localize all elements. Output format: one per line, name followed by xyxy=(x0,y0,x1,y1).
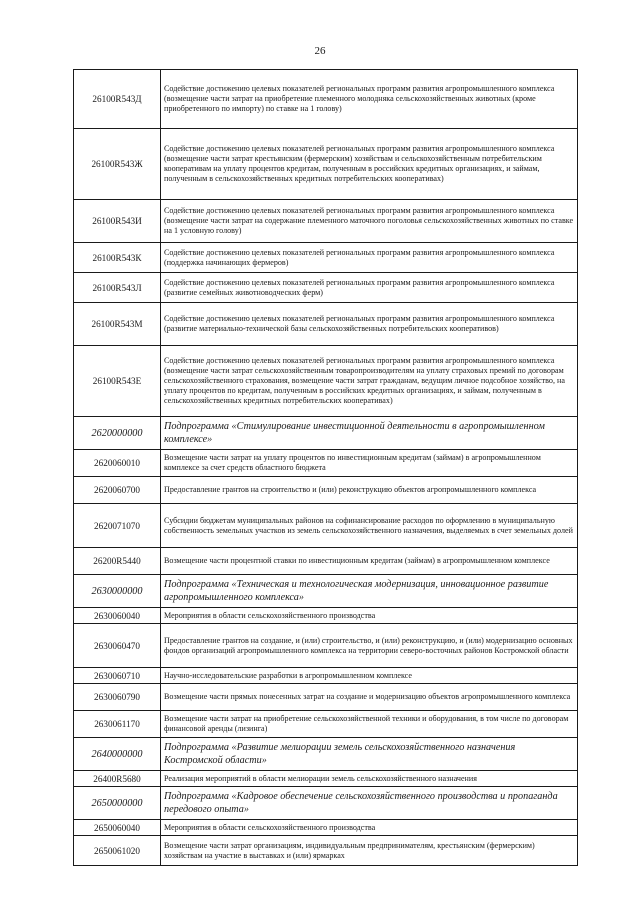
table-row xyxy=(74,711,578,738)
classification-code: 2620071070 xyxy=(74,504,161,548)
expense-description: Научно-исследовательские разработки в агропромышленном комплексе xyxy=(161,668,578,684)
table-row xyxy=(74,668,578,684)
classification-code: 2630061170 xyxy=(74,711,161,738)
table-row xyxy=(74,129,578,200)
subprogram-title: Подпрограмма «Развитие мелиорации земель сельскохозяйственного назначения Костромской области» xyxy=(161,738,578,771)
expense-description: Мероприятия в области сельскохозяйственного производства xyxy=(161,820,578,836)
table-row xyxy=(74,684,578,711)
classification-code: 26200R5440 xyxy=(74,548,161,575)
table-row xyxy=(74,273,578,303)
expense-description: Возмещение части затрат организациям, индивидуальным предпринимателям, крестьянским (фермерским) хозяйствам на участие в выставках и (или) ярмарках xyxy=(161,836,578,866)
table-row xyxy=(74,771,578,787)
expense-description: Мероприятия в области сельскохозяйственного производства xyxy=(161,608,578,624)
table-row xyxy=(74,477,578,504)
subprogram-title: Подпрограмма «Кадровое обеспечение сельскохозяйственного производства и пропаганда передового опыта» xyxy=(161,787,578,820)
classification-code: 2650061020 xyxy=(74,836,161,866)
classification-code: 2620060700 xyxy=(74,477,161,504)
subprogram-title: Подпрограмма «Техническая и технологическая модернизация, инновационное развитие агропромышленного комплекса» xyxy=(161,575,578,608)
table-row xyxy=(74,303,578,346)
table-row xyxy=(74,70,578,129)
classification-code: 26100R543Ж xyxy=(74,129,161,200)
table-row xyxy=(74,450,578,477)
expense-description: Возмещение части затрат на уплату процентов по инвестиционным кредитам (займам) в агропромышленном комплексе за счет средств областного бюджета xyxy=(161,450,578,477)
classification-code: 26100R543И xyxy=(74,200,161,243)
subprogram-row xyxy=(74,738,578,771)
page-number: 26 xyxy=(314,45,326,57)
expense-description: Реализация мероприятий в области мелиорации земель сельскохозяйственного назначения xyxy=(161,771,578,787)
classification-code: 2620060010 xyxy=(74,450,161,477)
classification-code: 26100R543К xyxy=(74,243,161,273)
classification-code: 2630060710 xyxy=(74,668,161,684)
table-row xyxy=(74,548,578,575)
classification-code: 2650000000 xyxy=(74,787,161,820)
table-row xyxy=(74,624,578,668)
classification-code: 26100R543Е xyxy=(74,346,161,417)
expense-description: Содействие достижению целевых показателей региональных программ развития агропромышленного комплекса (развитие материально-технической базы сельскохозяйственных потребительских кооперативов) xyxy=(161,303,578,346)
classification-code: 2620000000 xyxy=(74,417,161,450)
subprogram-row xyxy=(74,575,578,608)
table-row xyxy=(74,608,578,624)
expense-description: Возмещение части прямых понесенных затрат на создание и модернизацию объектов агропромышленного комплекса xyxy=(161,684,578,711)
expense-description: Содействие достижению целевых показателей региональных программ развития агропромышленного комплекса (возмещение части затрат на содержание племенного маточного поголовья сельскохозяйственных животных по ставке на 1 условную голову) xyxy=(161,200,578,243)
expense-description: Содействие достижению целевых показателей региональных программ развития агропромышленного комплекса (развитие семейных животноводческих ферм) xyxy=(161,273,578,303)
classification-code: 26100R543Л xyxy=(74,273,161,303)
expense-description: Содействие достижению целевых показателей региональных программ развития агропромышленного комплекса (возмещение части затрат сельскохозяйственным товаропроизводителям на уплату страховых премий по договорам сельскохозяйственного страхования, возмещение части затрат гражданам, ведущим личное подсобное хозяйство, на уплату процентов по кредитам, полученным в российских кредитных организациях, и займам, полученным в сельскохозяйственных кредитных потребительских кооперативах) xyxy=(161,346,578,417)
expense-description: Предоставление грантов на создание, и (или) строительство, и (или) реконструкцию, и (или) модернизацию основных фондов организаций агропромышленного комплекса на территории северо-восточных районов Костромской области xyxy=(161,624,578,668)
classification-code: 2630060040 xyxy=(74,608,161,624)
table-row xyxy=(74,820,578,836)
classification-code: 2630060470 xyxy=(74,624,161,668)
classification-code: 26100R543М xyxy=(74,303,161,346)
expense-description: Содействие достижению целевых показателей региональных программ развития агропромышленного комплекса (поддержка начинающих фермеров) xyxy=(161,243,578,273)
expense-description: Предоставление грантов на строительство и (или) реконструкцию объектов агропромышленного комплекса xyxy=(161,477,578,504)
classification-code: 2630000000 xyxy=(74,575,161,608)
budget-classification-table xyxy=(73,69,578,866)
subprogram-row xyxy=(74,417,578,450)
expense-description: Субсидии бюджетам муниципальных районов на софинансирование расходов по оформлению в муниципальную собственность земельных участков из земель сельскохозяйственного назначения, выделяемых в счет земельных долей xyxy=(161,504,578,548)
table-row xyxy=(74,200,578,243)
expense-description: Возмещение части затрат на приобретение сельскохозяйственной техники и оборудования, в том числе по договорам финансовой аренды (лизинга) xyxy=(161,711,578,738)
subprogram-title: Подпрограмма «Стимулирование инвестиционной деятельности в агропромышленном комплексе» xyxy=(161,417,578,450)
expense-description: Содействие достижению целевых показателей региональных программ развития агропромышленного комплекса (возмещение части затрат крестьянским (фермерским) хозяйствам и сельскохозяйственным потребительским кооперативам на уплату процентов кредитам, полученным в российских кредитных организациях, и займам, полученным в сельскохозяйственных кредитных потребительских кооперативах) xyxy=(161,129,578,200)
table-row xyxy=(74,504,578,548)
table-row xyxy=(74,243,578,273)
table-row xyxy=(74,836,578,866)
classification-code: 2650060040 xyxy=(74,820,161,836)
expense-description: Возмещение части процентной ставки по инвестиционным кредитам (займам) в агропромышленном комплексе xyxy=(161,548,578,575)
expense-description: Содействие достижению целевых показателей региональных программ развития агропромышленного комплекса (возмещение части затрат на приобретение племенного молодняка сельскохозяйственных животных (кроме приобретенного по импорту) по ставке на 1 голову) xyxy=(161,70,578,129)
subprogram-row xyxy=(74,787,578,820)
classification-code: 2630060790 xyxy=(74,684,161,711)
classification-code: 26100R543Д xyxy=(74,70,161,129)
table-row xyxy=(74,346,578,417)
classification-code: 26400R5680 xyxy=(74,771,161,787)
classification-code: 2640000000 xyxy=(74,738,161,771)
